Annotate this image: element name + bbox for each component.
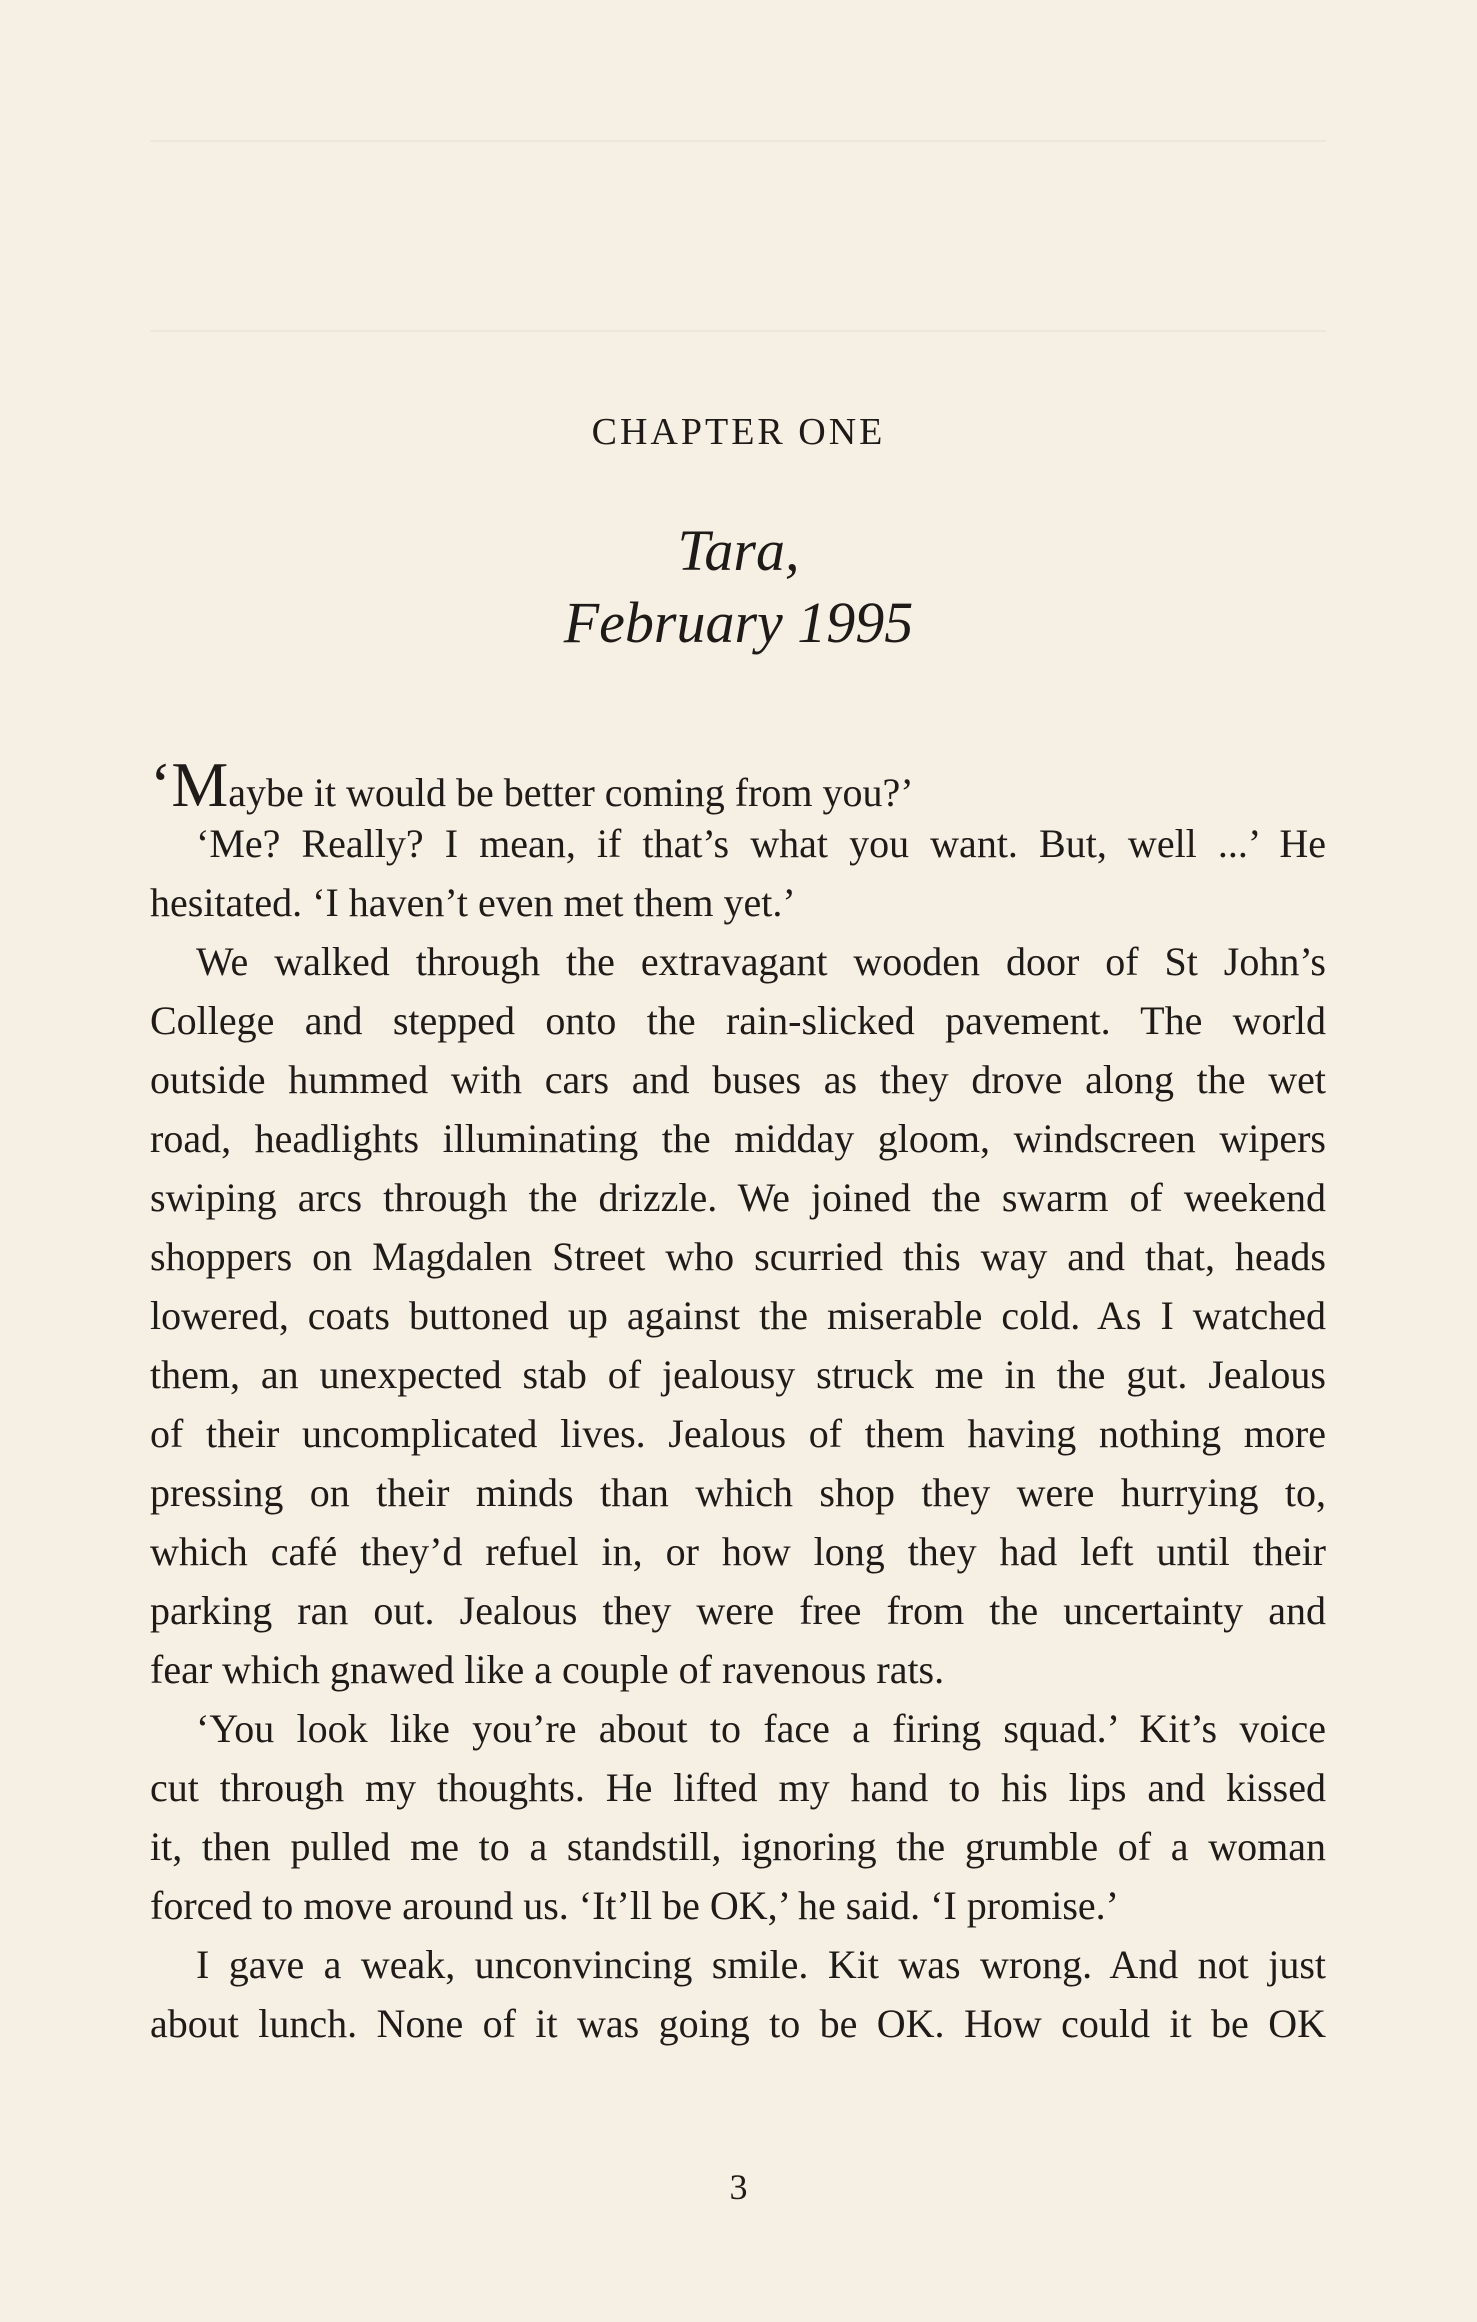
text-line: I gave a weak, unconvincing smile. Kit was wrong. And not just <box>196 1942 1326 1987</box>
text-line <box>150 749 1326 820</box>
text-line: College and stepped onto the rain-slicked pavement. The world <box>150 998 1326 1043</box>
drop-cap: ‘M <box>150 749 229 820</box>
text-line: pressing on their minds than which shop they were hurrying to, <box>150 1470 1326 1515</box>
text-line: of their uncomplicated lives. Jealous of them having nothing more <box>150 1411 1326 1456</box>
text-line: ‘Me? Really? I mean, if that’s what you want. But, well ...’ He <box>196 821 1326 866</box>
text-line: outside hummed with cars and buses as they drove along the wet <box>150 1057 1326 1102</box>
text-line: fear which gnawed like a couple of ravenous rats. <box>150 1647 945 1692</box>
page-number: 3 <box>729 2167 748 2207</box>
text-line: road, headlights illuminating the midday gloom, windscreen wipers <box>150 1116 1326 1161</box>
text-line: lowered, coats buttoned up against the miserable cold. As I watched <box>150 1293 1326 1338</box>
text-line: hesitated. ‘I haven’t even met them yet.’ <box>150 880 796 925</box>
text-line: them, an unexpected stab of jealousy struck me in the gut. Jealous <box>150 1352 1326 1397</box>
show-through-artifact <box>150 330 1326 332</box>
text-line-content: aybe it would be better coming from you?’ <box>228 770 914 815</box>
text-line: cut through my thoughts. He lifted my hand to his lips and kissed <box>150 1765 1326 1810</box>
chapter-character-name: Tara, <box>677 518 800 583</box>
text-line: parking ran out. Jealous they were free from the uncertainty and <box>150 1588 1326 1633</box>
text-line: shoppers on Magdalen Street who scurried this way and that, heads <box>150 1234 1326 1279</box>
text-line: forced to move around us. ‘It’ll be OK,’ he said. ‘I promise.’ <box>150 1883 1119 1928</box>
text-line: about lunch. None of it was going to be OK. How could it be OK <box>150 2001 1326 2046</box>
show-through-artifact <box>150 140 1326 142</box>
text-line: which café they’d refuel in, or how long they had left until their <box>150 1529 1326 1574</box>
text-line: it, then pulled me to a standstill, ignoring the grumble of a woman <box>150 1824 1326 1869</box>
text-line: swiping arcs through the drizzle. We joined the swarm of weekend <box>150 1175 1326 1220</box>
text-line: We walked through the extravagant wooden door of St John’s <box>196 939 1326 984</box>
chapter-label: CHAPTER ONE <box>591 411 886 453</box>
chapter-date: February 1995 <box>563 590 914 655</box>
text-line: ‘You look like you’re about to face a firing squad.’ Kit’s voice <box>196 1706 1326 1751</box>
